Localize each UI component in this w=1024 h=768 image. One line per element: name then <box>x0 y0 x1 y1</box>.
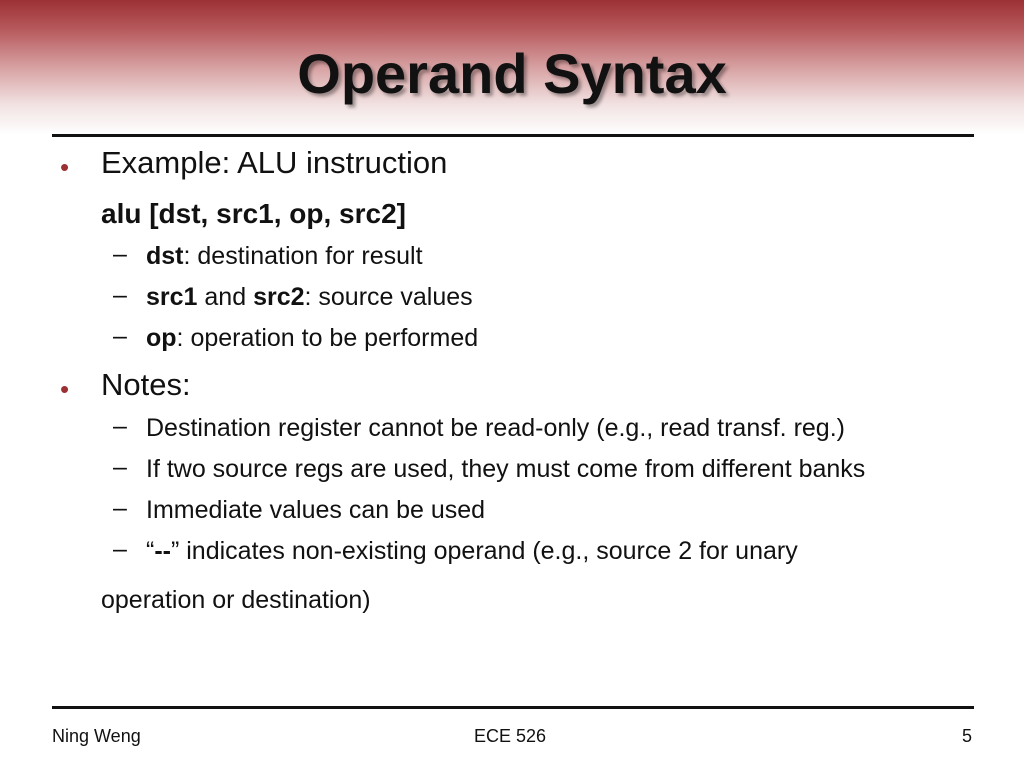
footer-divider <box>52 706 974 709</box>
note-banks: If two source regs are used, they must come from different banks <box>146 455 866 483</box>
dash-marker: – <box>113 535 127 563</box>
term-src1: src1 <box>146 283 198 311</box>
subitem-dst <box>146 242 423 271</box>
slide-title: Operand Syntax <box>297 42 727 105</box>
term-dashdash: -- <box>154 537 171 565</box>
alu-syntax: alu [dst, src1, op, src2] <box>101 198 406 229</box>
src-description: : source values <box>304 283 473 311</box>
term-src2: src2 <box>253 283 305 311</box>
note-read-only: Destination register cannot be read-only (e.g., read transf. reg.) <box>146 414 845 442</box>
footer-author: Ning Weng <box>52 726 141 746</box>
term-dst: dst <box>146 242 184 270</box>
footer-course: ECE 526 <box>474 726 547 746</box>
dash-marker: – <box>113 281 127 309</box>
bullet-example: Example: ALU instruction <box>101 145 448 180</box>
subitem-src <box>146 283 473 312</box>
op-description: : operation to be performed <box>176 324 479 352</box>
note-continuation: operation or destination) <box>101 586 371 614</box>
dash-marker: – <box>113 322 127 350</box>
subitem-op <box>146 324 478 353</box>
bullet-marker: • <box>60 152 70 182</box>
dash-marker: – <box>113 453 127 481</box>
note-immediate: Immediate values can be used <box>146 496 486 524</box>
dash-marker: – <box>113 494 127 522</box>
dash-marker: – <box>113 412 127 440</box>
bullet-marker: • <box>60 374 70 404</box>
open-quote: “ <box>146 537 155 565</box>
term-op: op <box>146 324 177 352</box>
non-existing-description: ” indicates non-existing operand (e.g., source 2 for unary <box>170 537 798 565</box>
dst-description: : destination for result <box>183 242 423 270</box>
src-and: and <box>197 283 254 311</box>
page-number: 5 <box>961 726 972 746</box>
dash-marker: – <box>113 240 127 268</box>
note-non-existing <box>146 537 798 566</box>
bullet-notes: Notes: <box>101 367 191 402</box>
